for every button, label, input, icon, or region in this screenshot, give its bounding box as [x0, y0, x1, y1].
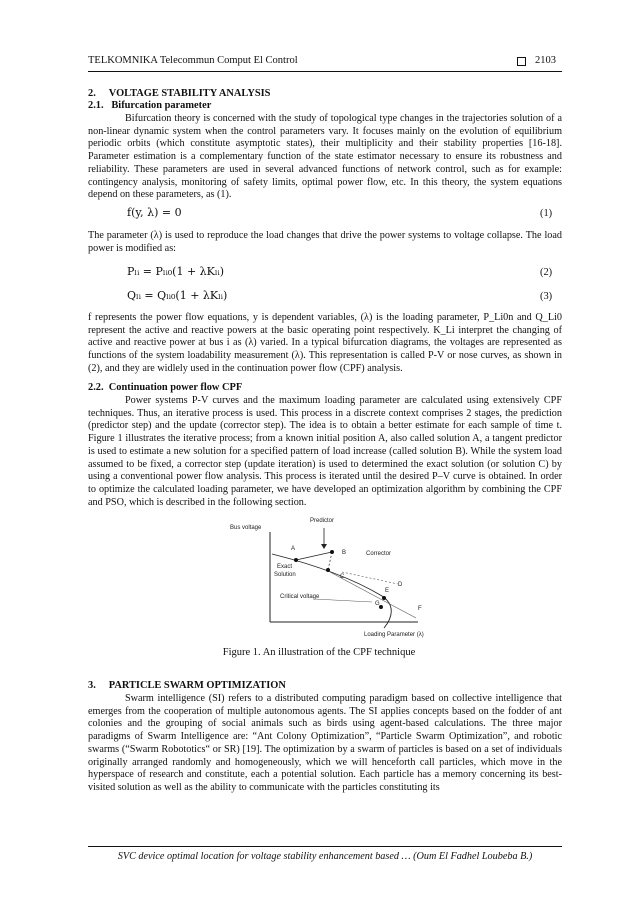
equation-1-number: (1) — [540, 208, 553, 219]
critical-voltage-label: Critical voltage — [280, 594, 320, 600]
label-b: B — [342, 550, 347, 556]
y-axis-label: Bus voltage — [230, 525, 262, 531]
tangent-line-d — [342, 572, 398, 584]
equation-2-number: (2) — [540, 267, 553, 278]
point-e — [382, 596, 386, 600]
section-3-heading: 3. PARTICLE SWARM OPTIMIZATION — [88, 680, 286, 691]
running-header-title: TELKOMNIKA Telecommun Comput El Control — [88, 55, 298, 66]
paragraph-bifurcation: Bifurcation theory is concerned with the study of topological type changes in the trajectories solution of a non-linear dynamic system when the control parameters vary. It focuses mainly on the evolution of equilibrium periodic orbits (which constitute asymptotic states), their multiplicity and their stability properties [16-18]. Parameter estimation is a complementary function of the state estimator necessary to ensure its robustness and reliability. These parameters are used in several advanced functions of network control, such as for example: contingency analysis, monitoring of safety limits, optimal power flow, etc. In this theory, the system equations depend on these parameters, as (1). — [88, 113, 562, 201]
label-a: A — [291, 546, 296, 552]
paragraph-load-change: The parameter (λ) is used to reproduce the load changes that drive the power systems to voltage collapse. The load power is modified as: — [88, 230, 562, 254]
critical-voltage-pointer — [314, 599, 372, 602]
section-2-heading: 2. VOLTAGE STABILITY ANALYSIS — [88, 88, 271, 99]
equation-1: f(y, λ) = 0 — [127, 206, 182, 219]
subsection-2-1-heading: 2.1. Bifurcation parameter — [88, 100, 212, 111]
predictor-tangent-line — [296, 552, 332, 560]
predictor-arrowhead-icon — [321, 544, 327, 549]
equation-3-number: (3) — [540, 291, 553, 302]
paragraph-pso: Swarm intelligence (SI) refers to a distributed computing paradigm based on collective intelligence that emerges from the cooperation of multiple autonomous agents. The SI applies concepts based on the fodder of ant colonies and the grouping of social animals such as birds using agent-based calculations. The three major paradigms of Swarm Intelligence are: “Ant Colony Optimization”, “Particle Swarm Optimization”, and robotic swarms (“Swarm Robototics“ or SR) [19]. The optimization by a swarm of particles is based on a set of individuals originally arranged randomly and homogeneously, which we will henceforth call particles, which move in the hyperspace of research and constitute, each a potential solution. Each particle has a memory concerning its best-visited solution as well as the ability to communicate with the particles constituting its — [88, 693, 562, 793]
paragraph-cpf: Power systems P-V curves and the maximum loading parameter are calculated using extensively CPF techniques. Thus, an iterative process is used. This process in a discrete context comprises 2 stages, the prediction (predictor step) and the update (corrector step). The idea is to obtain a better estimate for each sample of time t. Figure 1 illustrates the iterative process; from a known initial position A, also called solution A, a tangent predictor is used to estimate a new solution for a specified pattern of load increase (called solution B). While the system load assumed to be fixed, a corrector step (update iteration) is used to determined the exact solution (or solution C) by using a conventional power flow analysis. This process is iterated until the desired P–V curve is obtained. In order to optimize the calculated loading parameter, we have developed an optimization algorithm by combining the CPF and PSO, which is described in the following section. — [88, 395, 562, 508]
footer-rule — [88, 846, 562, 847]
corrector-step-line — [328, 552, 332, 570]
figure-1-caption: Figure 1. An illustration of the CPF technique — [222, 647, 416, 658]
checkbox-square-icon — [517, 57, 526, 66]
running-footer: SVC device optimal location for voltage stability enhancement based … (Oum El Fadhel Loubeba B.) — [117, 851, 533, 862]
corrector-label: Corrector — [366, 551, 392, 557]
equation-3: Qₗᵢ = Qₗᵢ₀(1 + λKₗᵢ) — [127, 289, 228, 302]
label-f: F — [418, 606, 422, 612]
subsection-2-2-heading: 2.2. Continuation power flow CPF — [88, 382, 243, 393]
header-rule — [88, 71, 562, 72]
paragraph-definitions: f represents the power flow equations, y is dependent variables, (λ) is the loading parameter, P_Li0n and Q_Li0 represent the active and reactive powers at the basic operating point respectively. K_Li interpret the changing of active and reactive power at bus i as (λ) varied. In a typical bifurcation diagrams, the voltages are represented as functions of the system loadability measurement (λ). This representation is called P-V or nose curves, as shown in (2), and they are widlely used in the continuation power flow (CPF) analysis. — [88, 312, 562, 374]
label-c: C — [340, 574, 345, 580]
label-d: D — [398, 582, 403, 588]
predictor-label: Predictor — [310, 518, 335, 524]
exact-solution-label-line1: Exact — [277, 564, 293, 570]
label-g: G — [375, 601, 380, 607]
figure-cpf-illustration — [222, 512, 432, 642]
point-c — [326, 568, 330, 572]
page-number: 2103 — [535, 55, 556, 66]
label-e: E — [385, 588, 390, 594]
x-axis-label: Loading Parameter (λ) — [364, 632, 424, 638]
point-a — [294, 558, 298, 562]
point-b — [330, 550, 334, 554]
exact-solution-label-line2: Solution — [274, 572, 296, 578]
equation-2: Pₗᵢ = Pₗᵢ₀(1 + λKₗᵢ) — [127, 265, 225, 278]
